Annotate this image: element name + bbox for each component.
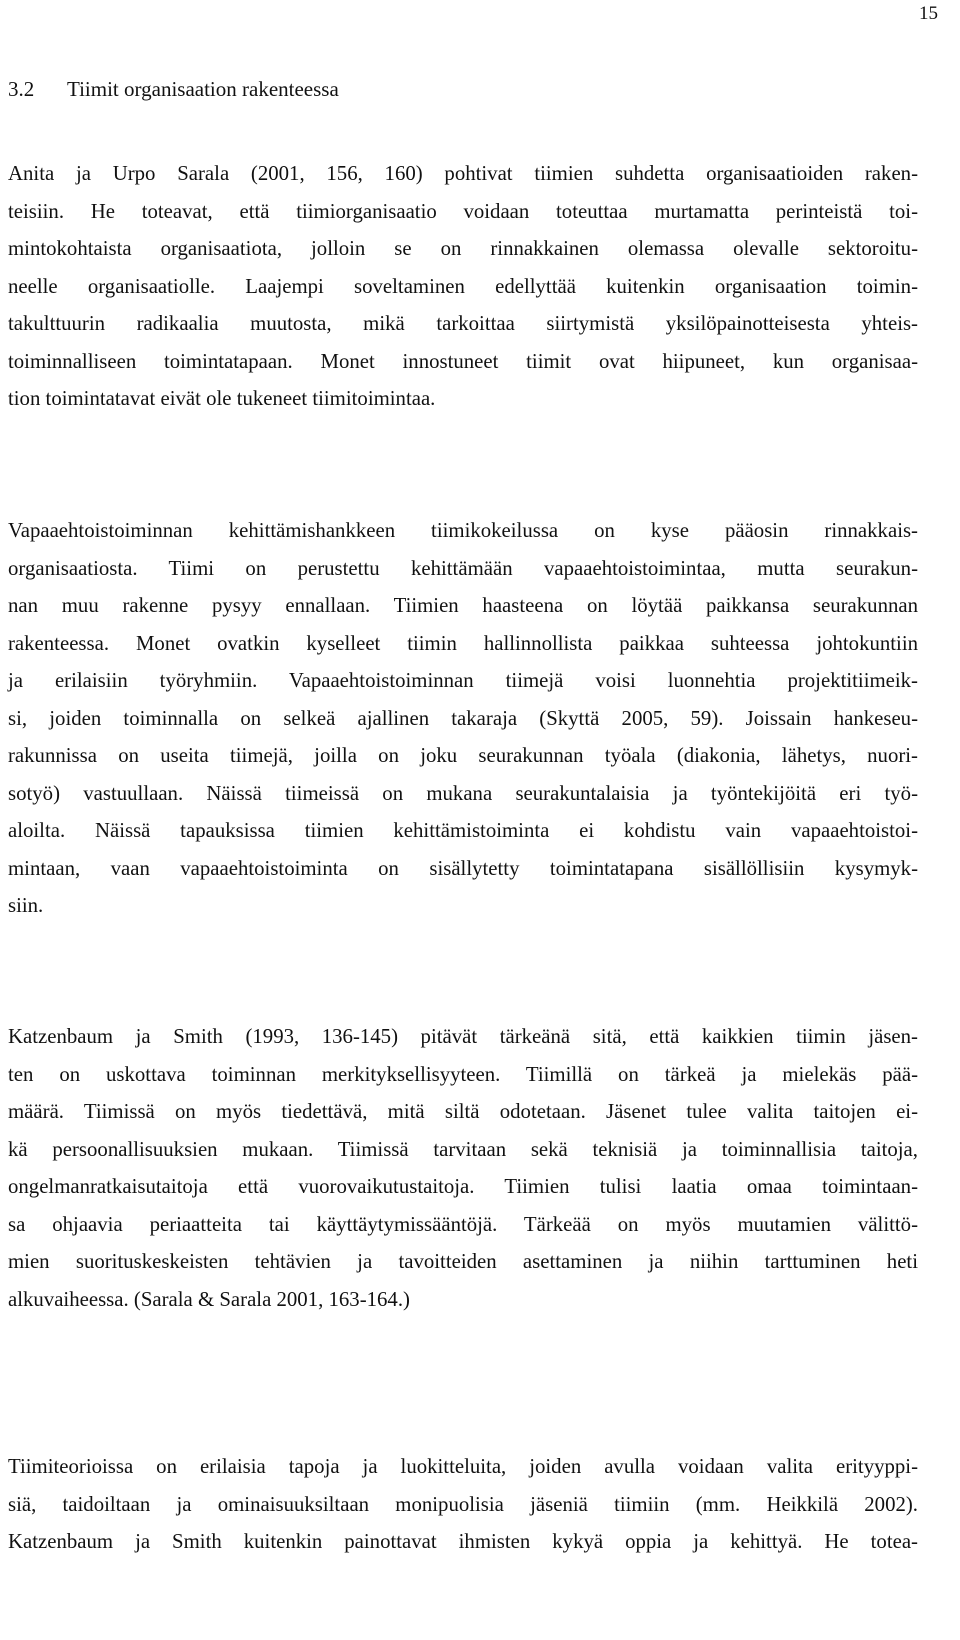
text-line: toiminnalliseen toimintatapaan. Monet innostuneet tiimit ovat hiipuneet, kun organisaa- <box>8 349 918 373</box>
text-line: sotyö) vastuullaan. Näissä tiimeissä on mukana seurakuntalaisia ja työntekijöitä eri työ- <box>8 781 918 805</box>
text-line: tion toimintatavat eivät ole tukeneet tiimitoimintaa. <box>8 387 436 410</box>
paragraph-1 <box>8 155 918 418</box>
text-line: ja erilaisiin työryhmiin. Vapaaehtoistoiminnan tiimejä voisi luonnehtia projektitiimeik- <box>8 669 918 692</box>
text-line: organisaatiosta. Tiimi on perustettu kehittämään vapaaehtoistoimintaa, mutta seurakun- <box>8 556 918 580</box>
text-line: ten on uskottava toiminnan merkityksellisyyteen. Tiimillä on tärkeä ja mielekäs pää- <box>8 1062 918 1086</box>
text-line: aloilta. Näissä tapauksissa tiimien kehittämistoiminta ei kohdistu vain vapaaehtoistoi- <box>8 819 918 842</box>
text-line: teisiin. He toteavat, että tiimiorganisaatio voidaan toteuttaa murtamatta perinteistä toi- <box>8 199 918 223</box>
section-heading <box>8 76 339 102</box>
paragraph-3 <box>8 1018 918 1318</box>
section-title: Tiimit organisaation rakenteessa <box>67 77 339 101</box>
text-line: rakunnissa on useita tiimejä, joilla on joku seurakunnan työala (diakonia, lähetys, nuori- <box>8 744 918 767</box>
text-line: mintaan, vaan vapaaehtoistoiminta on sisällytetty toimintatapana sisällöllisiin kysymyk- <box>8 856 918 880</box>
text-line: nan muu rakenne pysyy ennallaan. Tiimien haasteena on löytää paikkansa seurakunnan <box>8 594 918 617</box>
text-line: alkuvaiheessa. (Sarala & Sarala 2001, 163-164.) <box>8 1287 410 1311</box>
text-line: ongelmanratkaisutaitoja että vuorovaikutustaitoja. Tiimien tulisi laatia omaa toimintaan- <box>8 1175 918 1198</box>
text-line: Vapaaehtoistoiminnan kehittämishankkeen tiimikokeilussa on kyse pääosin rinnakkais- <box>8 519 918 542</box>
text-line: sa ohjaavia periaatteita tai käyttäytymissääntöjä. Tärkeää on myös muutamien välittö- <box>8 1212 918 1236</box>
text-line: Katzenbaum ja Smith (1993, 136-145) pitävät tärkeänä sitä, että kaikkien tiimin jäsen- <box>8 1025 918 1048</box>
page-number: 15 <box>919 3 938 24</box>
text-line: Katzenbaum ja Smith kuitenkin painottavat ihmisten kykyä oppia ja kehittyä. He totea- <box>8 1530 918 1553</box>
text-line: Anita ja Urpo Sarala (2001, 156, 160) pohtivat tiimien suhdetta organisaatioiden raken- <box>8 162 918 185</box>
text-line: siä, taidoiltaan ja ominaisuuksiltaan monipuolisia jäseniä tiimiin (mm. Heikkilä 2002). <box>8 1492 918 1516</box>
text-line: mien suorituskeskeisten tehtävien ja tavoitteiden asettaminen ja niihin tarttuminen heti <box>8 1250 918 1273</box>
paragraph-2 <box>8 512 918 925</box>
text-line: määrä. Tiimissä on myös tiedettävä, mitä siltä odotetaan. Jäsenet tulee valita taitojen ei- <box>8 1100 918 1123</box>
text-line: Tiimiteorioissa on erilaisia tapoja ja luokitteluita, joiden avulla voidaan valita erityyppi- <box>8 1455 918 1478</box>
text-line: neelle organisaatiolle. Laajempi soveltaminen edellyttää kuitenkin organisaation toimin- <box>8 274 918 298</box>
text-line: mintokohtaista organisaatiota, jolloin se on rinnakkainen olemassa olevalle sektoroitu- <box>8 237 918 260</box>
text-line: rakenteessa. Monet ovatkin kyselleet tiimin hallinnollista paikkaa suhteessa johtokuntiin <box>8 631 918 655</box>
section-number: 3.2 <box>8 77 35 101</box>
text-line: takulttuurin radikaalia muutosta, mikä tarkoittaa siirtymistä yksilöpainotteisesta yhteis- <box>8 312 918 335</box>
paragraph-4 <box>8 1448 918 1561</box>
text-line: si, joiden toiminnalla on selkeä ajallinen takaraja (Skyttä 2005, 59). Joissain hankeseu- <box>8 706 918 730</box>
text-line: siin. <box>8 894 44 917</box>
text-line: kä persoonallisuuksien mukaan. Tiimissä tarvitaan sekä teknisiä ja toiminnallisia taitoja, <box>8 1137 918 1161</box>
